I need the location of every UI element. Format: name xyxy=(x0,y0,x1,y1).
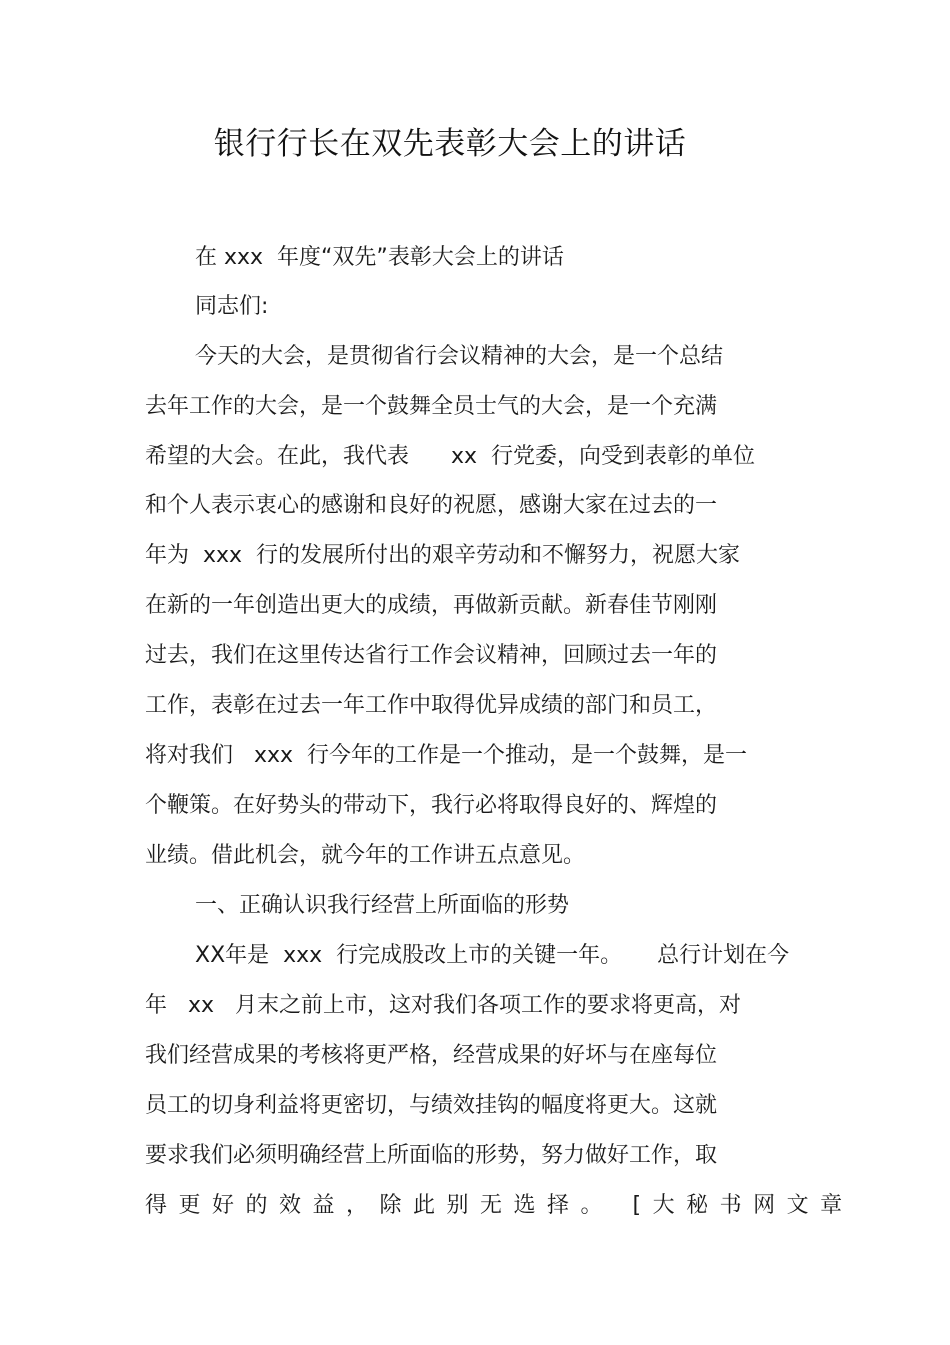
paragraph-line: 希望的大会。在此，我代表 xx 行党委，向受到表彰的单位 xyxy=(145,444,755,469)
paragraph-line: 将对我们 xxx 行今年的工作是一个推动，是一个鼓舞，是一 xyxy=(145,743,748,768)
section-heading: 一、正确认识我行经营上所面临的形势 xyxy=(195,893,570,918)
paragraph-line: 过去，我们在这里传达省行工作会议精神，回顾过去一年的 xyxy=(145,643,718,668)
paragraph-line: 业绩。借此机会，就今年的工作讲五点意见。 xyxy=(145,843,586,868)
paragraph-line: 年 xx 月末之前上市，这对我们各项工作的要求将更高，对 xyxy=(145,993,741,1018)
subtitle-line: 在 xxx 年度“双先”表彰大会上的讲话 xyxy=(195,245,564,270)
paragraph-line: 员工的切身利益将更密切，与绩效挂钩的幅度将更大。这就 xyxy=(145,1093,718,1118)
paragraph-line: 工作，表彰在过去一年工作中取得优异成绩的部门和员工， xyxy=(145,693,718,718)
document-title: 银行行长在双先表彰大会上的讲话 xyxy=(213,126,687,162)
paragraph-line: 要求我们必须明确经营上所面临的形势，努力做好工作，取 xyxy=(145,1143,718,1168)
salutation-line: 同志们: xyxy=(195,294,269,319)
paragraph-line: 今天的大会，是贯彻省行会议精神的大会，是一个总结 xyxy=(195,344,724,369)
paragraph-line: 年为 xxx 行的发展所付出的艰辛劳动和不懈努力，祝愿大家 xyxy=(145,543,741,568)
paragraph-line: 在新的一年创造出更大的成绩，再做新贡献。新春佳节刚刚 xyxy=(145,593,718,618)
paragraph-line: 我们经营成果的考核将更严格，经营成果的好坏与在座每位 xyxy=(145,1043,718,1068)
paragraph-line: XX年是 xxx 行完成股改上市的关键一年。 总行计划在今 xyxy=(195,943,790,968)
paragraph-line: 个鞭策。在好势头的带动下，我行必将取得良好的、辉煌的 xyxy=(145,793,718,818)
paragraph-line: 得更好的效益，除此别无选择。 [大秘书网文章 xyxy=(145,1193,854,1218)
paragraph-line: 去年工作的大会，是一个鼓舞全员士气的大会，是一个充满 xyxy=(145,394,718,419)
paragraph-line: 和个人表示衷心的感谢和良好的祝愿，感谢大家在过去的一 xyxy=(145,493,718,518)
